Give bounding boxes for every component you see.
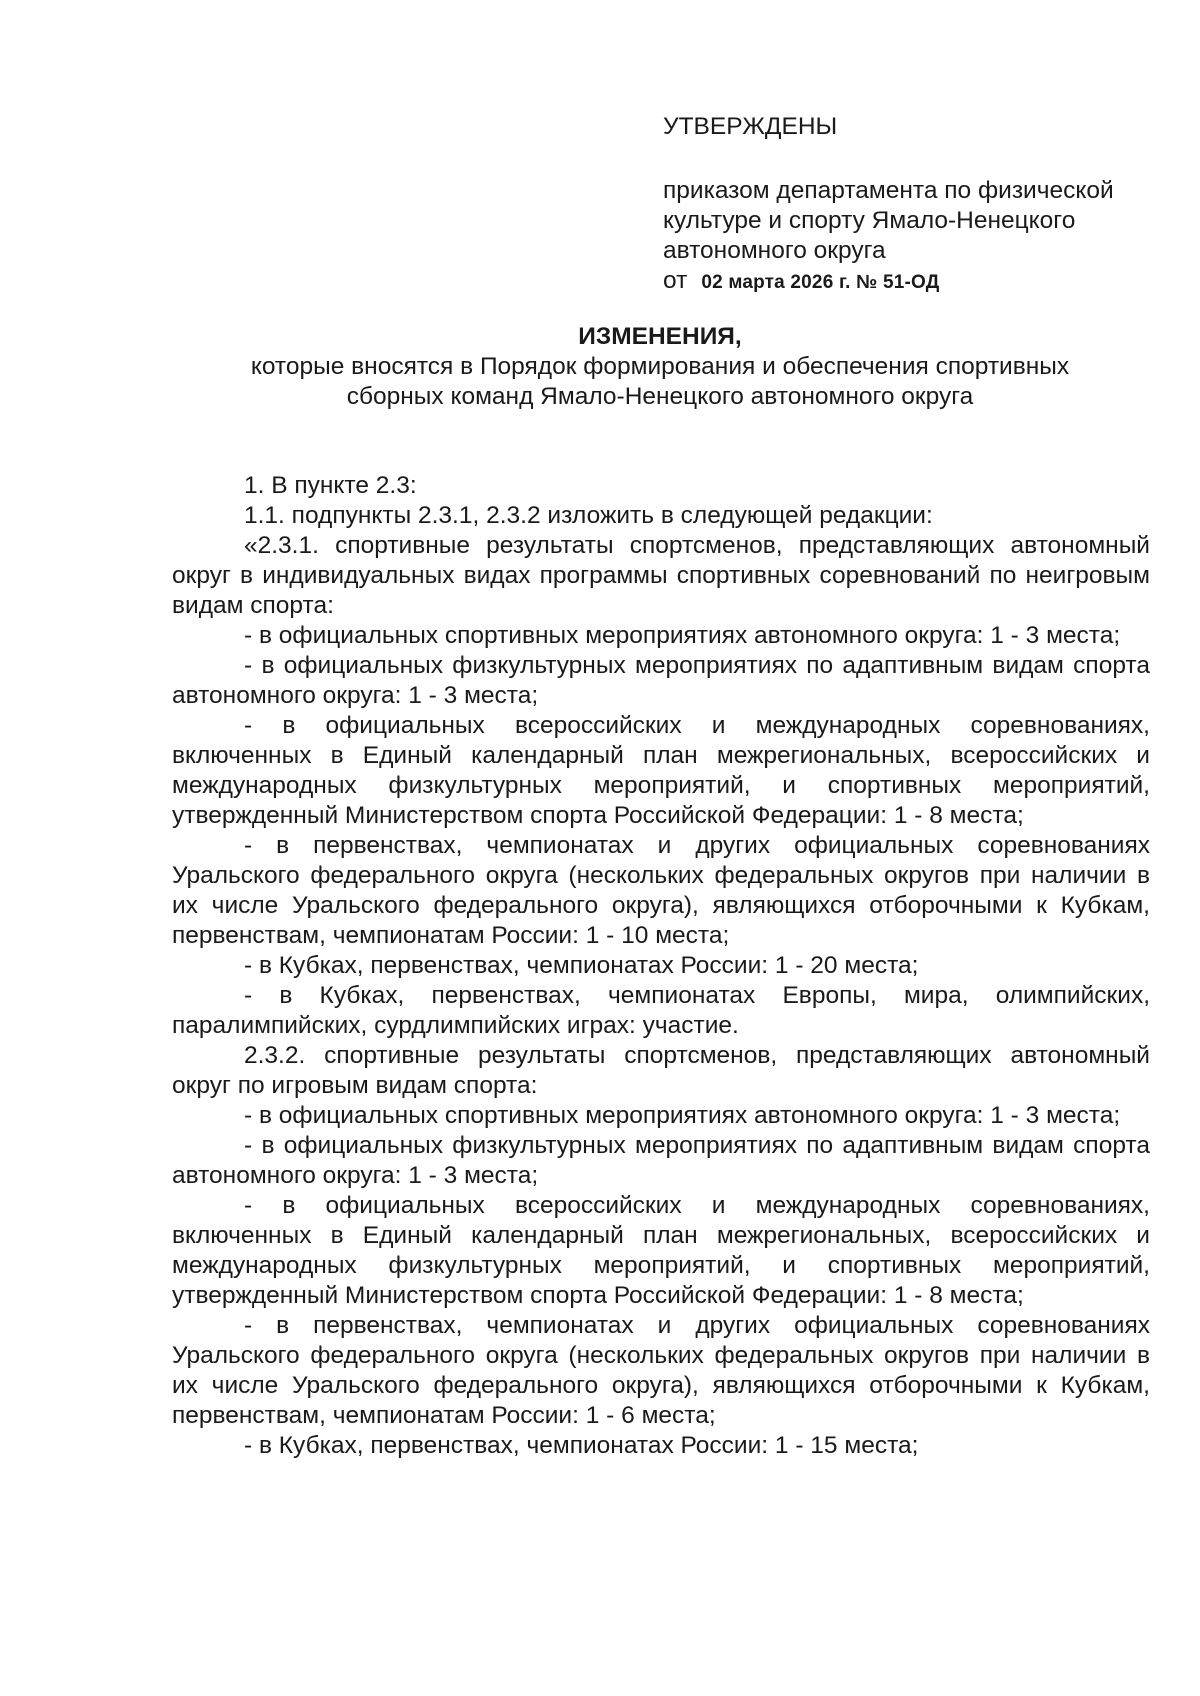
approval-date-line (663, 266, 1163, 298)
paragraph: - в официальных физкультурных мероприятиях по адаптивным видам спорта автономного округа: 1 - 3 места; (172, 1132, 1150, 1189)
approval-block (663, 112, 1163, 298)
approval-date-prefix: от (663, 267, 688, 294)
paragraph: - в Кубках, первенствах, чемпионатах России: 1 - 20 места; (244, 952, 919, 979)
document-body (172, 471, 1150, 1461)
paragraph: - в Кубках, первенствах, чемпионатах Европы, мира, олимпийских, паралимпийских, сурдлимпийских играх: участие. (172, 982, 1150, 1039)
paragraph: 1. В пункте 2.3: (244, 472, 417, 499)
paragraph: 1.1. подпункты 2.3.1, 2.3.2 изложить в следующей редакции: (244, 502, 933, 529)
paragraph: 2.3.2. спортивные результаты спортсменов, представляющих автономный округ по игровым видам спорта: (172, 1042, 1150, 1099)
title-subtitle-line: которые вносятся в Порядок формирования и обеспечения спортивных (250, 353, 1070, 380)
approval-line: автономного округа (663, 237, 886, 264)
paragraph: - в официальных всероссийских и международных соревнованиях, включенных в Единый календарный план межрегиональных, всероссийских и международных физкультурных мероприятий, и спортивных мероприятий, утвержденный Министерством спорта Российской Федерации: 1 - 8 места; (172, 712, 1150, 829)
paragraph: - в официальных всероссийских и международных соревнованиях, включенных в Единый календарный план межрегиональных, всероссийских и международных физкультурных мероприятий, и спортивных мероприятий, утвержденный Министерством спорта Российской Федерации: 1 - 8 места; (172, 1192, 1150, 1309)
approval-heading: УТВЕРЖДЕНЫ (663, 113, 838, 140)
paragraph: - в первенствах, чемпионатах и других официальных соревнованиях Уральского федерального округа (нескольких федеральных округов при наличии в их числе Уральского федерального округа), являющихся отборочными к Кубкам, первенствам, чемпионатам России: 1 - 10 места; (172, 832, 1150, 949)
paragraph: - в Кубках, первенствах, чемпионатах России: 1 - 15 места; (244, 1432, 919, 1459)
document-title (170, 322, 1150, 412)
paragraph: - в официальных спортивных мероприятиях автономного округа: 1 - 3 места; (244, 622, 1121, 649)
approval-date-value: 02 марта 2026 г. № 51-ОД (701, 272, 940, 293)
title-main: ИЗМЕНЕНИЯ, (578, 323, 742, 350)
paragraph: «2.3.1. спортивные результаты спортсменов, представляющих автономный округ в индивидуальных видах программы спортивных соревнований по неигровым видам спорта: (172, 532, 1150, 619)
paragraph: - в официальных спортивных мероприятиях автономного округа: 1 - 3 места; (244, 1102, 1121, 1129)
title-subtitle-line: сборных команд Ямало-Ненецкого автономного округа (346, 383, 974, 410)
approval-line: культуре и спорту Ямало-Ненецкого (663, 207, 1076, 234)
approval-line: приказом департамента по физической (663, 177, 1114, 204)
paragraph: - в первенствах, чемпионатах и других официальных соревнованиях Уральского федерального округа (нескольких федеральных округов при наличии в их числе Уральского федерального округа), являющихся отборочными к Кубкам, первенствам, чемпионатам России: 1 - 6 места; (172, 1312, 1150, 1429)
paragraph: - в официальных физкультурных мероприятиях по адаптивным видам спорта автономного округа: 1 - 3 места; (172, 652, 1150, 709)
